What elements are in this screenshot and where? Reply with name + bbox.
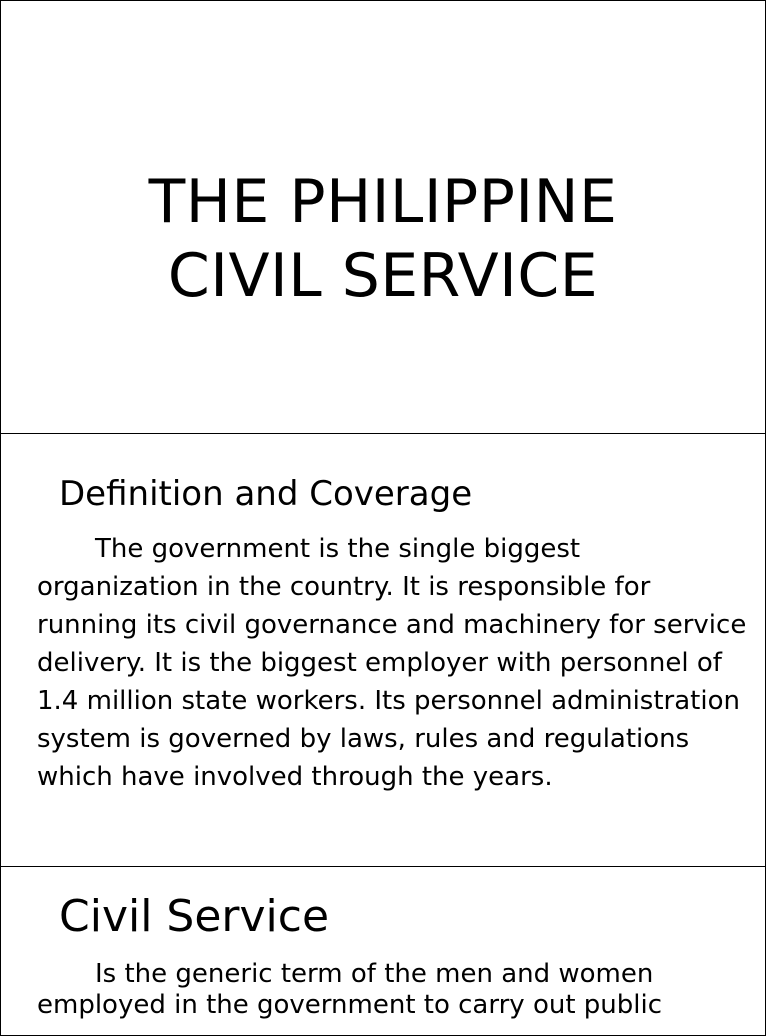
document-title bbox=[1, 165, 765, 313]
title-line-1: THE PHILIPPINE bbox=[148, 167, 618, 238]
section-body-definition: The government is the single biggest organization in the country. It is responsible for running its civil governance and machinery for service delivery. It is the biggest employer with personnel of 1.4 million state workers. Its personnel administration system is governed by laws, rules and regulations which have involved through the years. bbox=[37, 534, 747, 792]
civil-service-slide bbox=[0, 866, 766, 1036]
title-slide bbox=[0, 0, 766, 434]
section-body-civil-service: Is the generic term of the men and women employed in the government to carry out public bbox=[37, 959, 663, 1020]
definition-slide bbox=[0, 433, 766, 867]
section-heading-civil-service: Civil Service bbox=[59, 891, 330, 942]
title-line-2: CIVIL SERVICE bbox=[167, 241, 599, 312]
section-heading-definition: Definition and Coverage bbox=[59, 474, 473, 514]
